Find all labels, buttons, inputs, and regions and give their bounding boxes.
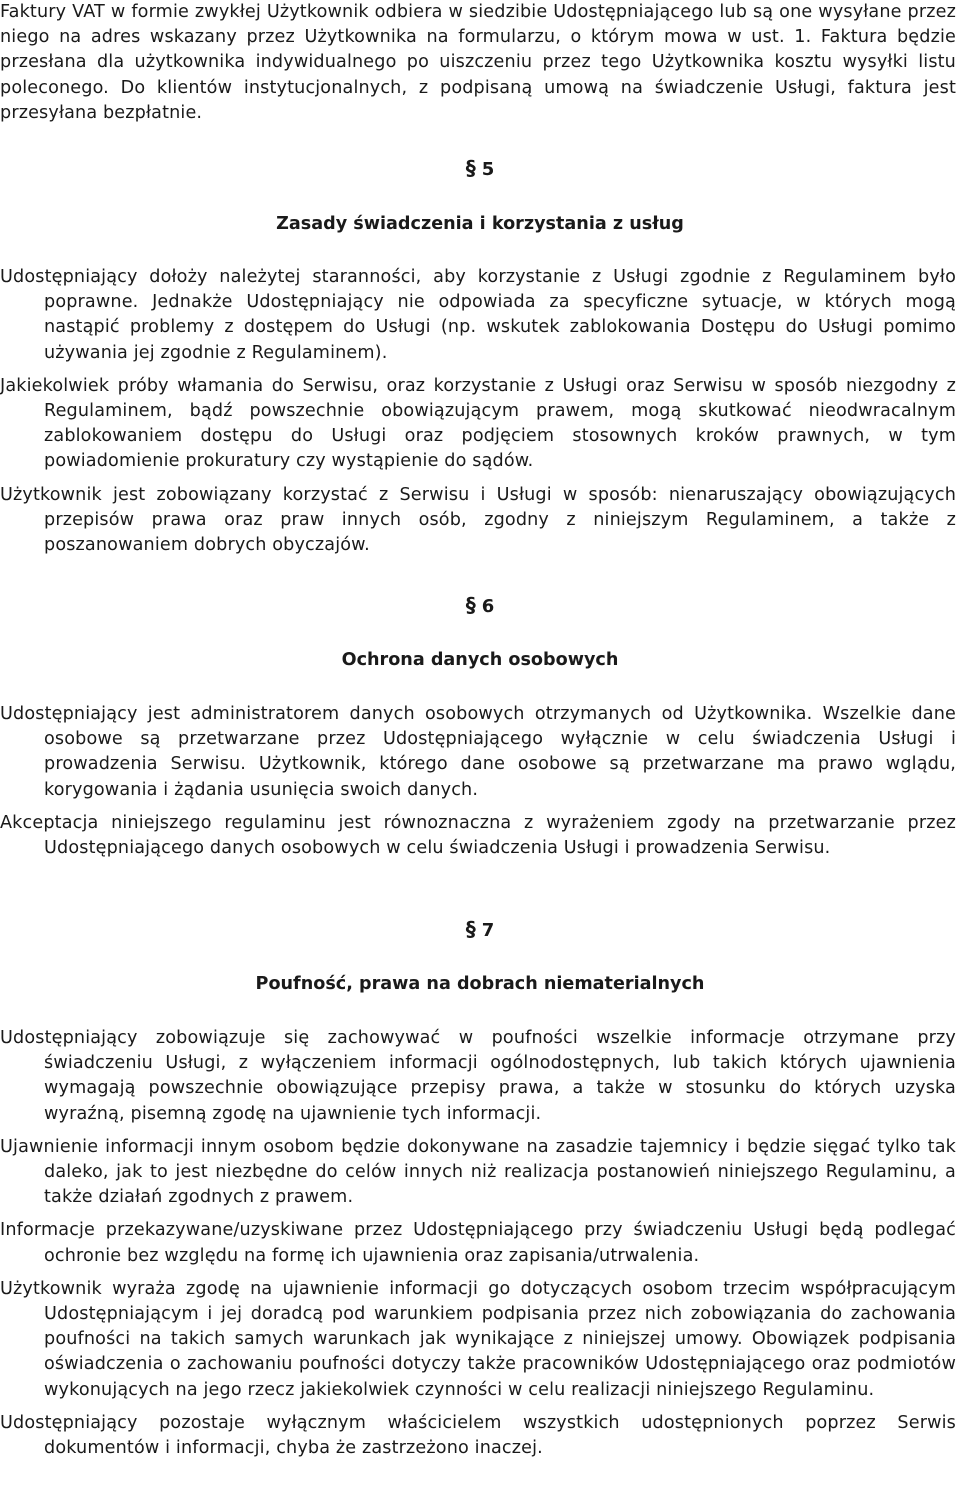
section-symbol: §: [465, 593, 476, 617]
section-symbol: §: [465, 156, 476, 180]
section-symbol: §: [465, 917, 476, 941]
section-7-number: [0, 917, 960, 943]
lead-paragraph: Faktury VAT w formie zwykłej Użytkownik odbiera w siedzibie Udostępniającego lub są one wysyłane przez niego na adres wskazany przez Użytkownika na formularzu, o którym mowa w ust. 1. Faktura będzie przesłana dla użytkownika indywidualnego po uiszczeniu przez tego Użytkownika kosztu wysyłki listu poleconego. Do klientów instytucjonalnych, z podpisaną umową na świadczenie Usługi, faktura jest przesyłana bezpłatnie.: [0, 2, 956, 123]
section-5-paragraph-3: Użytkownik jest zobowiązany korzystać z Serwisu i Usługi w sposób: nienaruszający obowiązujących przepisów prawa oraz praw innych osób, zgodny z niniejszym Regulaminem, a także z poszanowaniem dobrych obyczajów.: [0, 484, 956, 556]
section-7-paragraph-3: Informacje przekazywane/uzyskiwane przez Udostępniającego przy świadczeniu Usługi będą podlegać ochronie bez względu na formę ich ujawnienia oraz zapisania/utrwalenia.: [0, 1220, 956, 1266]
section-7-body: [0, 1026, 956, 1461]
section-5-number: [0, 156, 960, 182]
section-7-paragraph-1: Udostępniający zobowiązuje się zachowywać w poufności wszelkie informacje otrzymane przy świadczeniu Usługi, z wyłączeniem informacji ogólnodostępnych, lub takich których ujawnienia wymagają powszechnie obowiązujące przepisy prawa, a także w stosunku do których uzyska wyraźną, pisemną zgodę na ujawnienie tych informacji.: [0, 1028, 956, 1124]
section-7-paragraph-5: Udostępniający pozostaje wyłącznym właścicielem wszystkich udostępnionych poprzez Serwis dokumentów i informacji, chyba że zastrzeżono inaczej.: [0, 1412, 956, 1459]
section-5-paragraph-2: Jakiekolwiek próby włamania do Serwisu, oraz korzystanie z Usługi oraz Serwisu w sposób niezgodny z Regulaminem, bądź powszechnie obowiązującym prawem, mogą skutkować nieodwracalnym zablokowaniem dostępu do Usługi oraz podjęciem stosownych kroków prawnych, w tym powiadomienie prokuratury czy wystąpienie do sądów.: [0, 375, 956, 472]
section-number-value: 5: [481, 159, 495, 180]
section-7-title: Poufność, prawa na dobrach niematerialnych: [255, 974, 705, 994]
section-7-paragraph-4: Użytkownik wyraża zgodę na ujawnienie informacji go dotyczących osobom trzecim współpracującym Udostępniającym i jej doradcą pod warunkiem podpisania przez nich zobowiązania do zachowania poufności na takich samych warunkach jak wynikające z niniejszej umowy. Obowiązek podpisania oświadczenia o zachowaniu poufności dotyczy także pracowników Udostępniającego oraz podmiotów wykonujących na jego rzecz jakiekolwiek czynności w celu realizacji niniejszego Regulaminu.: [0, 1278, 956, 1400]
section-5-paragraph-1: Udostępniający dołoży należytej staranności, aby korzystanie z Usługi zgodnie z Regulaminem było poprawne. Jednakże Udostępniający nie odpowiada za specyficzne sytuacje, w których mogą nastąpić problemy z dostępem do Usługi (np. wskutek zablokowania Dostępu do Usługi pomimo używania jej zgodnie z Regulaminem).: [0, 267, 956, 363]
section-number-value: 7: [481, 920, 495, 941]
section-6-number: [0, 593, 960, 619]
section-6-title: Ochrona danych osobowych: [341, 650, 619, 670]
section-6-paragraph-1: Udostępniający jest administratorem danych osobowych otrzymanych od Użytkownika. Wszelkie dane osobowe są przetwarzane przez Udostępniającego wyłącznie w celu świadczenia Usługi i prowadzenia Serwisu. Użytkownik, którego dane osobowe są przetwarzane ma prawo wglądu, korygowania i żądania usunięcia swoich danych.: [0, 704, 956, 800]
section-6-body: [0, 702, 956, 861]
section-5-body: [0, 265, 956, 558]
section-number-value: 6: [481, 596, 495, 617]
lead-paragraph-block: [0, 0, 956, 126]
section-7-paragraph-2: Ujawnienie informacji innym osobom będzie dokonywane na zasadzie tajemnicy i będzie sięgać tylko tak daleko, jak to jest niezbędne do celów innych niż realizacja postanowień niniejszego Regulaminu, a także działań zgodnych z prawem.: [0, 1136, 956, 1208]
section-6-paragraph-2: Akceptacja niniejszego regulaminu jest równoznaczna z wyrażeniem zgody na przetwarzanie przez Udostępniającego danych osobowych w celu świadczenia Usługi i prowadzenia Serwisu.: [0, 812, 956, 859]
section-5-title: Zasady świadczenia i korzystania z usług: [276, 214, 684, 234]
